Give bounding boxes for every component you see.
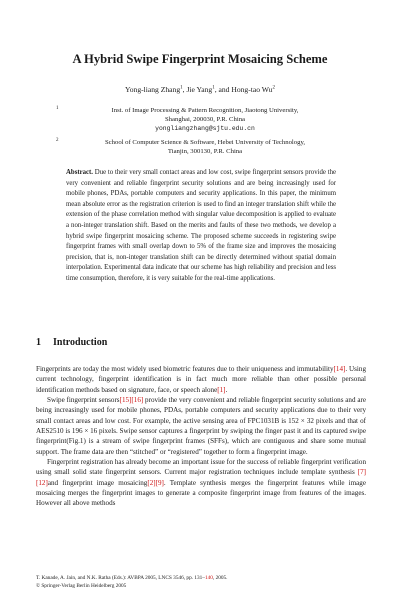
paragraph-text: . [225, 385, 228, 394]
paragraph [36, 457, 366, 509]
affiliation-line: School of Computer Science & Software, Hebei University of Technology, [104, 139, 306, 146]
abstract-text: Due to their very small contact areas and low cost, swipe fingerprint sensors provide the very convenient and reliable fingerprint security solutions and are being increasingly used for mobile phones, PDAs, portable computers and security applications. In this paper, the minimum mean absolute error as the registration criterion is used to find an integer translation shift while the extension of the phase correlation method with singular value decomposition is applied to evaluate a non-integer translation shift. Based on the merits and faults of these two methods, we develop a hybrid swipe fingerprint mosaicing scheme. The proposed scheme succeeds in registering swipe fingerprint frames with small overlap down to 5% of the frame size and improves the mosaicing precision, that is, non-integer translation shift can be directly determined without spatial domain interpolation. Experimental data indicate that our scheme has high reliability and precision and less time consumption, therefore, it is very suitable for the real-time applications. [66, 169, 336, 282]
affiliation-line: Shanghai, 200030, P.R. China [164, 116, 246, 124]
citation-link[interactable]: [15] [119, 396, 132, 405]
paragraph-text: and fingerprint image mosaicing [47, 478, 148, 487]
page-range-link[interactable]: 140 [204, 575, 213, 581]
paper-title: A Hybrid Swipe Fingerprint Mosaicing Scheme [72, 52, 328, 66]
author-name: Yong-liang Zhang [125, 85, 181, 94]
author-name: Hong-tao Wu [231, 85, 273, 94]
paragraph-text: Swipe fingerprint sensors [47, 396, 120, 405]
paragraph-text: . Template synthesis merges the fingerprint features while image mosaicing merges the fingerprint images to generate a composite fingerprint image from features of the images. However all above methods [36, 478, 366, 508]
affiliation-line: Inst. of Image Processing & Pattern Recognition, Jiaotong University, [111, 107, 299, 114]
citation-link[interactable]: [7] [357, 468, 366, 477]
citation-link[interactable]: [1] [217, 385, 226, 394]
author-separator: , [182, 85, 187, 94]
paragraph [36, 395, 366, 457]
author-affil-mark: 1 [212, 85, 215, 91]
page-footer [36, 575, 366, 590]
paragraph-text: provide the very convenient and reliable fingerprint security solutions and are being increasingly used for mobile phones, PDAs, portable computers and security applications due to their very small contact areas and low cost. For example, the active sensing area of FPC1031B is 152 × 32 pixels and that of AES2510 is 196 × 16 pixels. Swipe sensor captures a fingerprint by swiping the finger past it and its captured swipe fingerprint(Fig.1) is a stream of swipe fingerprint frames (SFFs), which are contiguous and share some mutual support. The frame data are then “stitched” or “registered” together to form a fingerprint image. [36, 396, 366, 456]
affiliation-mark: 2 [56, 138, 59, 143]
paragraph-text: . Using current technology, fingerprint identification is in fact much more reliable than other possible personal identification methods based on signature, face, or speech alone [36, 365, 366, 394]
footer-text: T. Kanade, A. Jain, and N.K. Ratha (Eds.): AVBPA 2005, LNCS 3546, pp. 131– [36, 575, 205, 581]
affiliation-2 [56, 138, 350, 156]
citation-link[interactable]: [2] [147, 478, 156, 487]
author-affil-mark: 2 [272, 85, 275, 91]
author-affil-mark: 1 [180, 85, 183, 91]
author-list [0, 85, 400, 94]
section-title: Introduction [53, 337, 108, 348]
citation-link[interactable]: [16] [131, 396, 144, 405]
copyright-line: © Springer-Verlag Berlin Heidelberg 2005 [36, 582, 127, 589]
affiliation-line: Tianjin, 300130, P.R. China [167, 148, 243, 156]
abstract [66, 168, 336, 285]
citation-link[interactable]: [14] [333, 365, 346, 373]
author-email: yongliangzhang@sjtu.edu.cn [155, 125, 255, 133]
paragraph [36, 364, 366, 395]
abstract-label: Abstract. [66, 169, 93, 176]
footer-text: , 2005. [212, 575, 228, 581]
affiliation-mark: 1 [56, 106, 59, 111]
section-heading [36, 337, 107, 348]
citation-footer [36, 575, 366, 583]
citation-link[interactable]: [9] [155, 478, 164, 487]
section-number: 1 [36, 337, 41, 348]
author-name: Jie Yang [186, 85, 213, 94]
author-separator: , and [214, 85, 232, 94]
paragraph-text: Fingerprints are today the most widely used biometric features due to their uniqueness and immutability [36, 365, 334, 373]
body-text [36, 364, 366, 509]
affiliation-1 [56, 106, 350, 134]
citation-link[interactable]: [12] [36, 478, 48, 487]
paragraph-text: Fingerprint registration has already become an important issue for the success of reliable fingerprint verification using small solid state fingerprint sensors. Current major registration techniques include template synthesis [36, 458, 366, 477]
